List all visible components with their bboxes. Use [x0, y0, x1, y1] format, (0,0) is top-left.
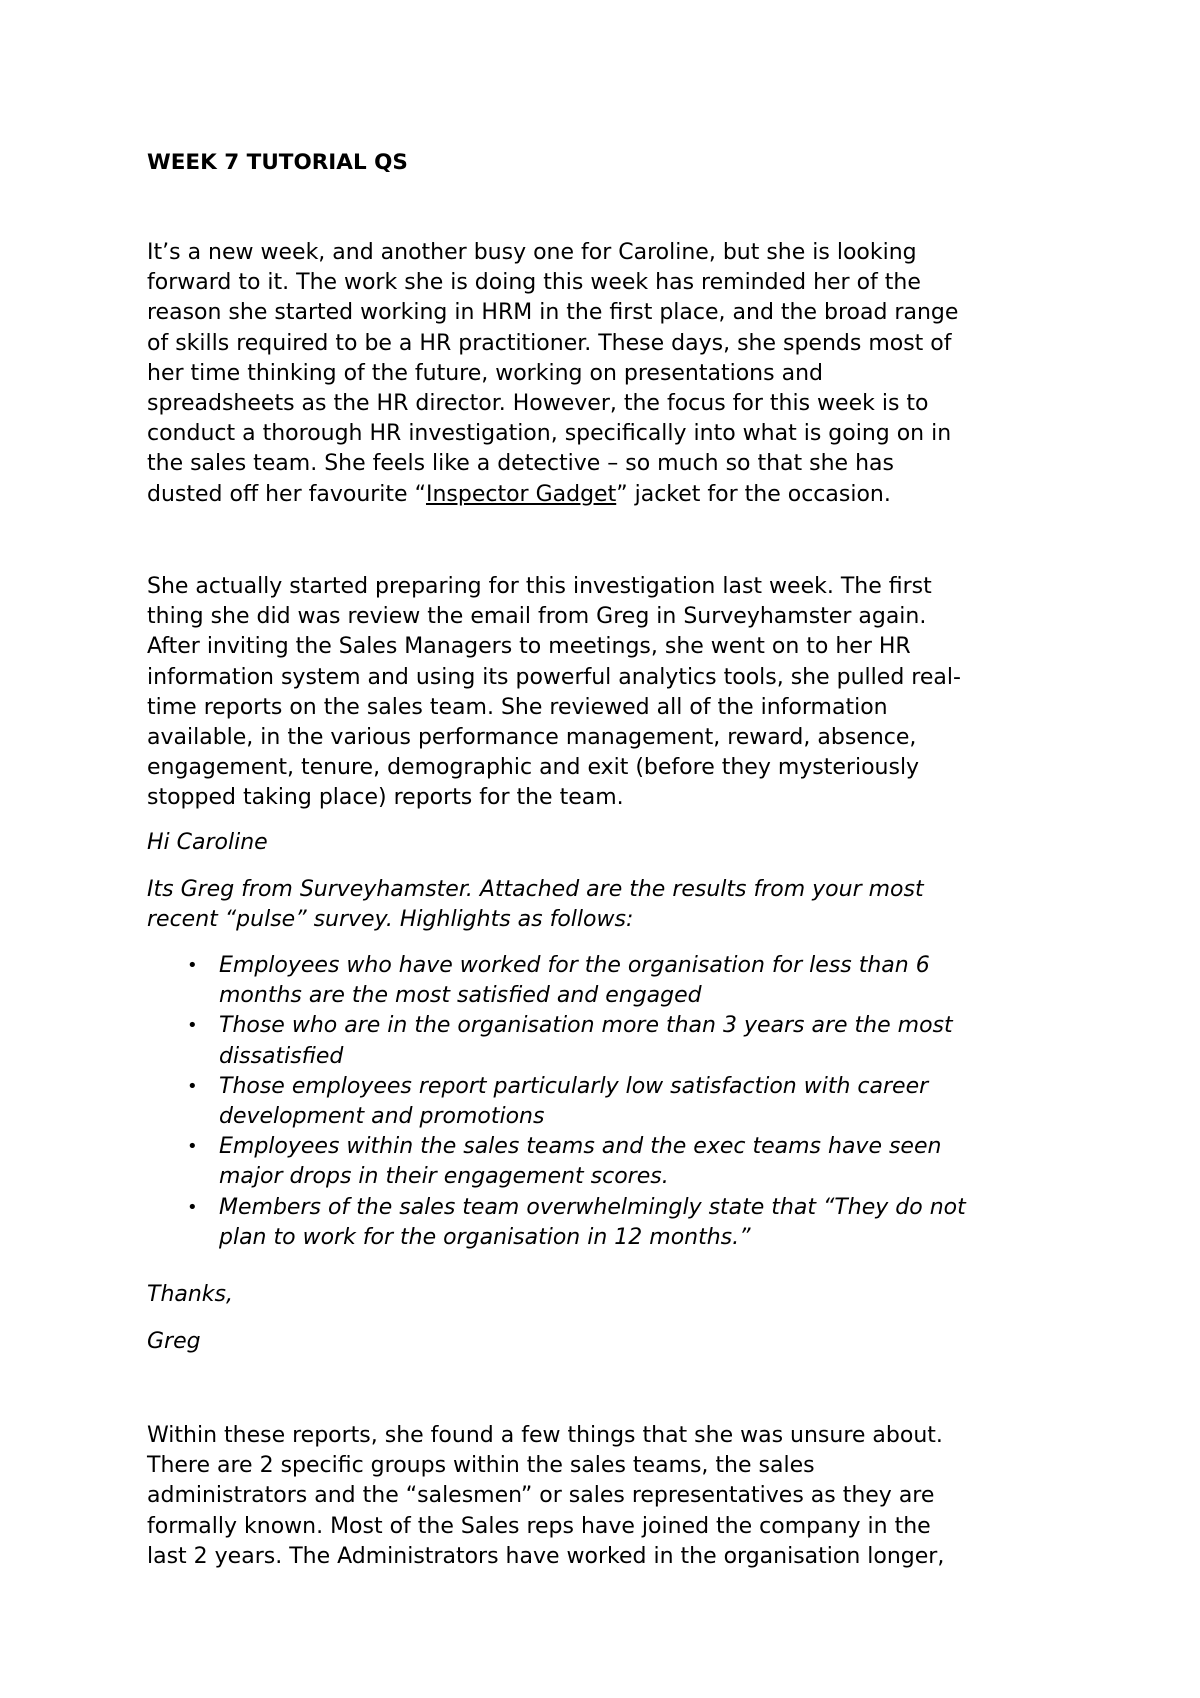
email-highlights-list	[147, 951, 966, 1253]
paragraph-intro-end: ” jacket for the occasion.	[616, 481, 891, 507]
email-thanks: Thanks,	[147, 1282, 234, 1307]
document-title: WEEK 7 TUTORIAL QS	[147, 150, 408, 175]
list-item	[147, 1132, 966, 1192]
list-item	[147, 1072, 966, 1132]
list-item-text: Employees who have worked for the organisation for less than 6 months are the most satisfied and engaged	[219, 953, 930, 1009]
list-item	[147, 1011, 966, 1071]
list-item-text: Those employees report particularly low satisfaction with career development and promotions	[219, 1073, 929, 1130]
bullet-icon: •	[187, 1196, 198, 1218]
email-greeting: Hi Caroline	[147, 830, 268, 855]
list-item	[147, 951, 966, 1011]
bullet-icon: •	[187, 955, 198, 976]
paragraph-preparation: She actually started preparing for this investigation last week. The first thing she did was review the email from Greg in Surveyhamster again. After inviting the Sales Managers to meetings, she went on to her HR information system and using its powerful analytics tools, she pulled real- time reports on the sales team. She reviewed all of the information available, in the various performance management, reward, absence, engagement, tenure, demographic and exit (before they mysteriously stopped taking place) reports for the team.	[147, 574, 961, 811]
bullet-icon: •	[187, 1075, 198, 1097]
list-item-text: Those who are in the organisation more than 3 years are the most dissatisfied	[219, 1013, 953, 1069]
inspector-gadget-link[interactable]: Inspector Gadget	[425, 481, 617, 507]
list-item	[147, 1193, 966, 1253]
list-item-text: Employees within the sales teams and the exec teams have seen major drops in their engagement scores.	[219, 1134, 942, 1190]
paragraph-intro-text: It’s a new week, and another busy one for Caroline, but she is looking forward to it. The work she is doing this week has reminded her of the reason she started working in HRM in the first place, and the broad range of skills required to be a HR practitioner. These days, she spends most of her time thinking of the future, working on presentations and spreadsheets as the HR director. However, the focus for this week is to conduct a thorough HR investigation, specifically into what is going on in the sales team. She feels like a detective – so much so that she has dusted off her favourite “	[147, 240, 959, 507]
bullet-icon: •	[187, 1136, 198, 1158]
list-item-text: Members of the sales team overwhelmingly state that “They do not plan to work for the organisation in 12 months.”	[219, 1194, 966, 1250]
email-signoff: Greg	[147, 1329, 201, 1354]
email-intro: Its Greg from Surveyhamster. Attached are the results from your most recent “pulse” survey. Highlights as follows:	[147, 877, 924, 933]
bullet-icon: •	[187, 1015, 198, 1037]
paragraph-findings: Within these reports, she found a few things that she was unsure about. There are 2 specific groups within the sales teams, the sales administrators and the “salesmen” or sales representatives as they are formally known. Most of the Sales reps have joined the company in the last 2 years. The Administrators have worked in the organisation longer,	[147, 1423, 945, 1569]
paragraph-intro	[147, 238, 958, 510]
